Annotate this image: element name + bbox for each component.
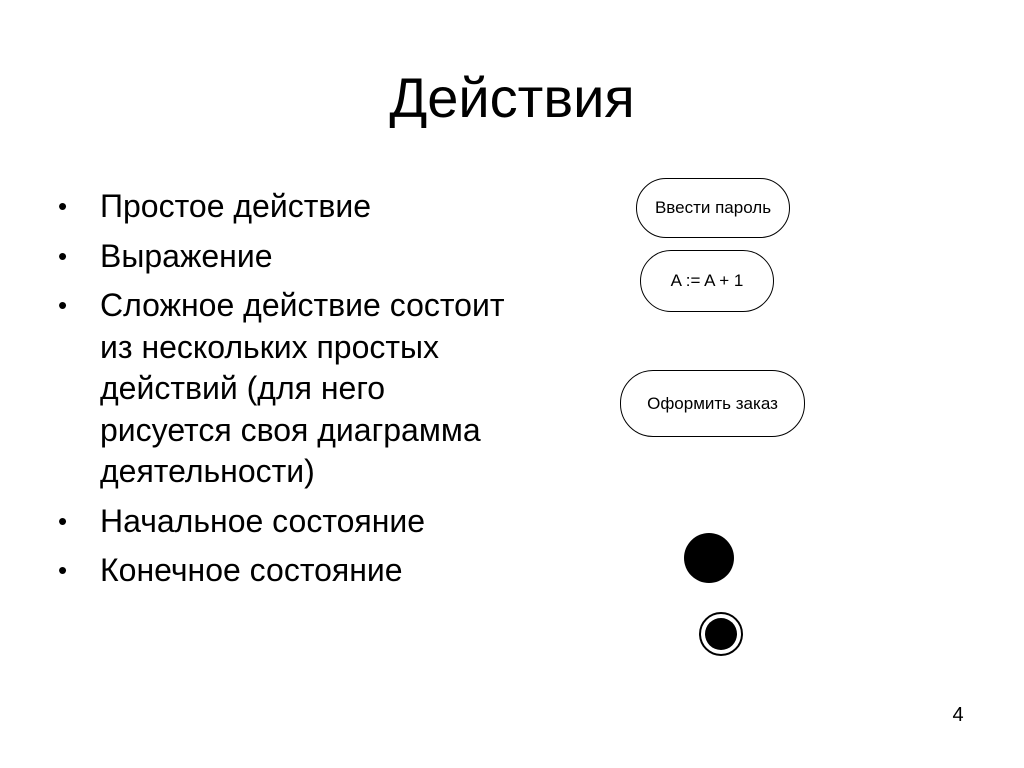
bullet-dot-icon: • [58,290,68,320]
bullet-item-final-state [56,550,506,592]
action-node-label: Ввести пароль [654,198,772,217]
bullet-dot-icon: • [58,505,68,536]
bullet-dot-icon: • [58,240,68,271]
bullet-item-complex-action [56,285,506,493]
final-state-icon [699,612,743,656]
bullet-text: Сложное действие состоит из нескольких простых действий (для него рисуется своя диаграмма деятельности) [100,287,505,489]
action-node-place-order [620,370,805,437]
bullet-dot-icon: • [58,191,68,221]
action-node-enter-password [636,178,790,238]
bullet-list [56,186,506,600]
bullet-item-initial-state [56,501,506,543]
bullet-dot-icon: • [58,555,68,585]
bullet-item-expression [56,236,506,278]
bullet-text: Начальное состояние [100,502,426,539]
initial-state-icon [684,533,734,583]
action-node-label: Оформить заказ [647,393,778,413]
bullet-item-simple-action [56,186,506,228]
action-node-expression [640,250,774,312]
final-state-core [705,618,737,650]
action-node-label: A := A + 1 [670,271,744,290]
bullet-text: Конечное состояние [100,552,403,588]
page-number: 4 [952,704,964,726]
bullet-text: Простое действие [100,188,372,224]
bullet-text: Выражение [100,237,273,274]
slide-title: Действия [389,66,635,129]
